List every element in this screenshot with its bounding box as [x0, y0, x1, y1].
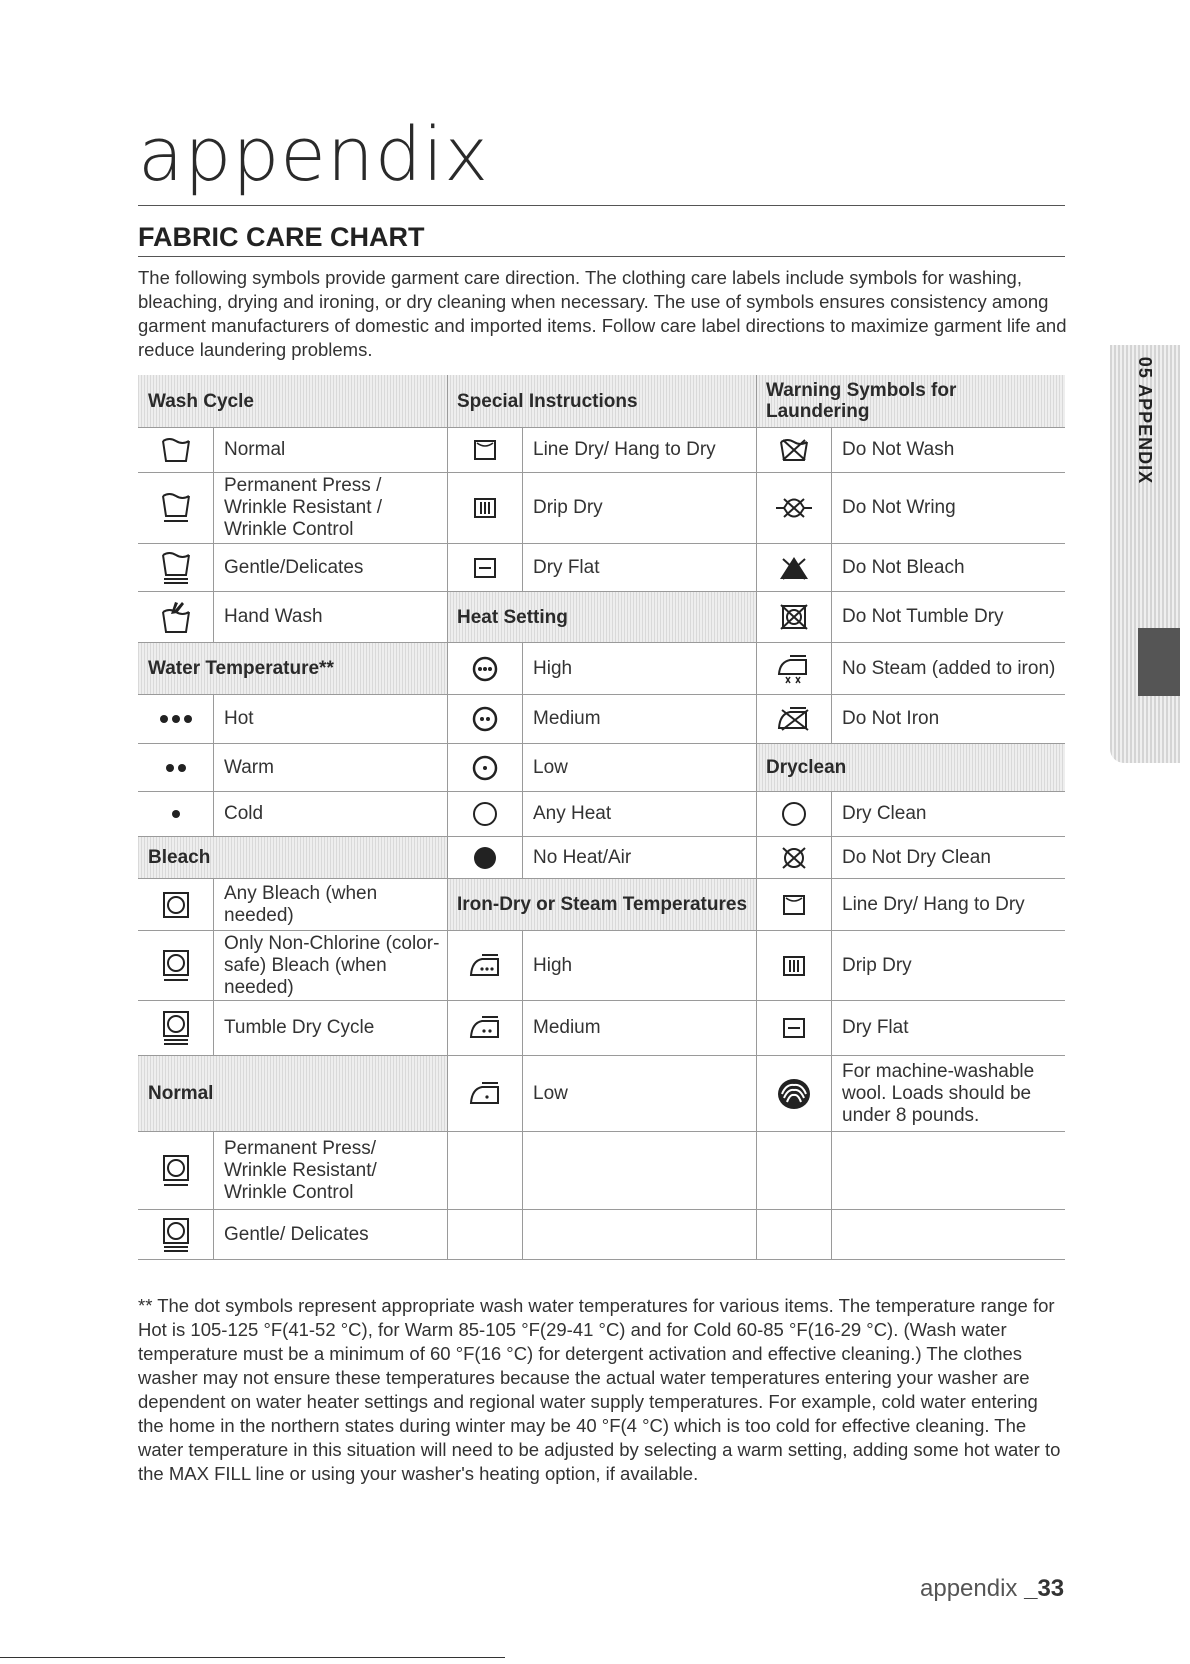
table-row	[138, 1210, 447, 1260]
empty-cell	[756, 1132, 832, 1209]
bleach-label: Any Bleach (when needed)	[224, 882, 378, 926]
side-tab-marker	[1138, 628, 1180, 696]
wash-cycle-label: Normal	[224, 439, 286, 460]
table-row	[756, 879, 1065, 931]
table-row	[447, 643, 756, 695]
water-temperature-label: Warm	[224, 756, 274, 778]
table-row-empty	[447, 1210, 756, 1260]
warning-label: Do Not Iron	[842, 708, 940, 729]
table-row	[447, 837, 756, 879]
table-row	[756, 837, 1065, 879]
footnote: ** The dot symbols represent appropriate wash water temperatures for various items. The temperature range for Hot is 105-125 °F(41-52 °C), for Warm 85-105 °F(29-41 °C) and for Cold 60-85 °F(16-29 °C). (Wash water temperature must be a minimum of 60 °F(16 °C) for detergent activation and effective cleaning.) The clothes washer may not ensure these temperatures because the actual water temperatures entering your washer are dependent on water heater settings and regional water supply temperatures. For example, cold water entering the home in the northern states during winter may be 40 °F(4 °C) which is too cold for effective cleaning. The water temperature in this situation will need to be adjusted by selecting a warm setting, adding some hot water to the MAX FILL line or using your washer's heating option, if available.	[138, 1295, 1061, 1484]
special-instructions-label: Drip Dry	[533, 497, 603, 518]
circle-three-dots-icon	[447, 643, 523, 694]
wash-cycle-label: Hand Wash	[224, 606, 323, 627]
do-not-iron-icon	[756, 695, 832, 743]
heat-setting-label: No Heat/Air	[533, 846, 632, 868]
dryclean-label: For machine-washable wool. Loads should be under 8 pounds.	[842, 1060, 1035, 1126]
page-title: appendix	[138, 112, 490, 198]
table-row	[756, 544, 1065, 592]
table-row	[447, 428, 756, 473]
do-not-tumble-dry-icon	[756, 592, 832, 642]
wash-cycle-header: Wash Cycle	[138, 375, 447, 428]
table-row	[138, 879, 447, 931]
special-instructions-label: Dry Flat	[533, 556, 600, 578]
table-row	[447, 544, 756, 592]
warning-label: Do Not Bleach	[842, 556, 965, 578]
side-tab-label: 05 APPENDIX	[1135, 356, 1156, 484]
fabric-care-table	[138, 375, 1065, 1290]
dryclean-label: Line Dry/ Hang to Dry	[842, 893, 1025, 915]
table-row	[756, 592, 1065, 643]
column-divider	[447, 375, 448, 1260]
table-row	[138, 592, 447, 643]
table-row	[447, 1056, 756, 1132]
table-row	[138, 1001, 447, 1056]
table-row	[756, 931, 1065, 1001]
tumble-dry-permanent-press-icon	[138, 931, 214, 1000]
dryclean-label: Do Not Dry Clean	[842, 846, 991, 868]
table-row	[756, 1056, 1065, 1132]
iron-temperature-label: High	[533, 954, 573, 976]
do-not-dry-clean-icon	[756, 837, 832, 878]
bleach-label: Only Non-Chlorine (color-safe) Bleach (when needed)	[224, 932, 440, 998]
table-row	[138, 931, 447, 1001]
iron-three-dots-icon	[447, 931, 523, 1000]
woolmark-icon	[756, 1056, 832, 1131]
wash-tub-delicate-icon	[138, 544, 214, 591]
three-dots-icon	[138, 695, 214, 743]
table-row	[756, 1001, 1065, 1056]
heat-setting-header: Heat Setting	[447, 592, 756, 643]
page-number-word: appendix	[920, 1575, 1018, 1602]
dry-flat-icon	[756, 1001, 832, 1055]
warning-label: Do Not Wash	[842, 439, 955, 460]
iron-temperature-label: Medium	[533, 1017, 601, 1038]
empty-circle-icon	[447, 792, 523, 836]
bleach-label: Tumble Dry Cycle	[224, 1017, 375, 1038]
table-row	[447, 931, 756, 1001]
circle-two-dots-icon	[447, 695, 523, 743]
dryclean-label: Drip Dry	[842, 954, 912, 976]
table-row	[447, 1001, 756, 1056]
water-temperature-label: Cold	[224, 803, 264, 824]
empty-cell	[447, 1210, 523, 1259]
table-row	[756, 473, 1065, 544]
wash-tub-icon	[138, 428, 214, 472]
table-row	[756, 428, 1065, 473]
bleach-header: Bleach	[138, 837, 447, 879]
do-not-bleach-icon	[756, 544, 832, 591]
tumble-dry-delicate-icon	[138, 1210, 214, 1259]
iron-temperature-label: Low	[533, 1082, 568, 1104]
circle-one-dot-icon	[447, 744, 523, 791]
table-row	[756, 695, 1065, 744]
iron-temperatures-header: Iron-Dry or Steam Temperatures	[447, 879, 756, 931]
no-steam-icon	[756, 643, 832, 694]
column-divider	[756, 375, 757, 1260]
iron-one-dot-icon	[447, 1056, 523, 1131]
table-row	[138, 744, 447, 792]
table-row	[138, 473, 447, 544]
one-dot-icon	[138, 792, 214, 836]
iron-two-dots-icon	[447, 1001, 523, 1055]
special-instructions-label: Line Dry/ Hang to Dry	[533, 439, 716, 460]
table-row	[756, 792, 1065, 837]
normal-label: Permanent Press/ Wrinkle Resistant/ Wrinkle Control	[224, 1137, 377, 1203]
table-row	[138, 792, 447, 837]
section-heading: FABRIC CARE CHART	[138, 222, 425, 252]
tumble-dry-icon	[138, 879, 214, 930]
water-temperature-label: Hot	[224, 708, 254, 729]
table-row-empty	[447, 1132, 756, 1210]
line-dry-icon	[447, 428, 523, 472]
dry-flat-icon	[447, 544, 523, 591]
page-number	[920, 1575, 1064, 1603]
page-number-value: _33	[1024, 1575, 1065, 1602]
empty-cell	[447, 1132, 523, 1209]
heat-setting-label: High	[533, 657, 573, 679]
two-dots-icon	[138, 744, 214, 791]
heat-setting-label: Low	[533, 756, 568, 778]
table-row	[138, 1132, 447, 1210]
wash-cycle-label: Gentle/Delicates	[224, 556, 364, 578]
empty-cell	[756, 1210, 832, 1259]
bottom-rule	[0, 1657, 505, 1658]
side-tab-label-wrap	[1110, 345, 1180, 495]
tumble-dry-permanent-press-icon	[138, 1132, 214, 1209]
water-temperature-header: Water Temperature**	[138, 643, 447, 695]
table-row	[447, 473, 756, 544]
special-instructions-header: Special Instructions	[447, 375, 756, 428]
table-row	[756, 643, 1065, 695]
do-not-wring-icon	[756, 473, 832, 543]
heading-rule	[138, 256, 1065, 257]
dryclean-header: Dryclean	[756, 744, 1065, 792]
dry-clean-icon	[756, 792, 832, 836]
normal-header: Normal	[138, 1056, 447, 1132]
normal-label: Gentle/ Delicates	[224, 1223, 369, 1245]
warning-symbols-header: Warning Symbols for Laundering	[756, 375, 1065, 428]
heat-setting-label: Any Heat	[533, 803, 612, 824]
wash-tub-permanent-press-icon	[138, 473, 214, 543]
hand-wash-icon	[138, 592, 214, 642]
do-not-wash-icon	[756, 428, 832, 472]
warning-label: No Steam (added to iron)	[842, 657, 1056, 679]
table-row	[138, 695, 447, 744]
drip-dry-icon	[447, 473, 523, 543]
dryclean-label: Dry Clean	[842, 803, 927, 824]
dryclean-label: Dry Flat	[842, 1017, 909, 1038]
table-row	[447, 792, 756, 837]
heat-setting-label: Medium	[533, 708, 601, 729]
line-dry-icon	[756, 879, 832, 930]
warning-label: Do Not Tumble Dry	[842, 606, 1004, 627]
table-row-empty	[756, 1210, 1065, 1260]
title-rule	[138, 205, 1065, 206]
table-row	[447, 744, 756, 792]
table-row	[138, 428, 447, 473]
tumble-dry-delicate-icon	[138, 1001, 214, 1055]
wash-cycle-label: Permanent Press / Wrinkle Resistant / Wrinkle Control	[224, 475, 383, 540]
table-row	[138, 544, 447, 592]
filled-circle-icon	[447, 837, 523, 878]
intro-paragraph: The following symbols provide garment care direction. The clothing care labels include symbols for washing, bleaching, drying and ironing, or dry cleaning when necessary. The use of symbols ensures consistency among garment manufacturers of domestic and imported items. Follow care label directions to maximize garment life and reduce laundering problems.	[138, 267, 1067, 360]
table-row-empty	[756, 1132, 1065, 1210]
warning-label: Do Not Wring	[842, 497, 956, 518]
drip-dry-icon	[756, 931, 832, 1000]
table-row	[447, 695, 756, 744]
